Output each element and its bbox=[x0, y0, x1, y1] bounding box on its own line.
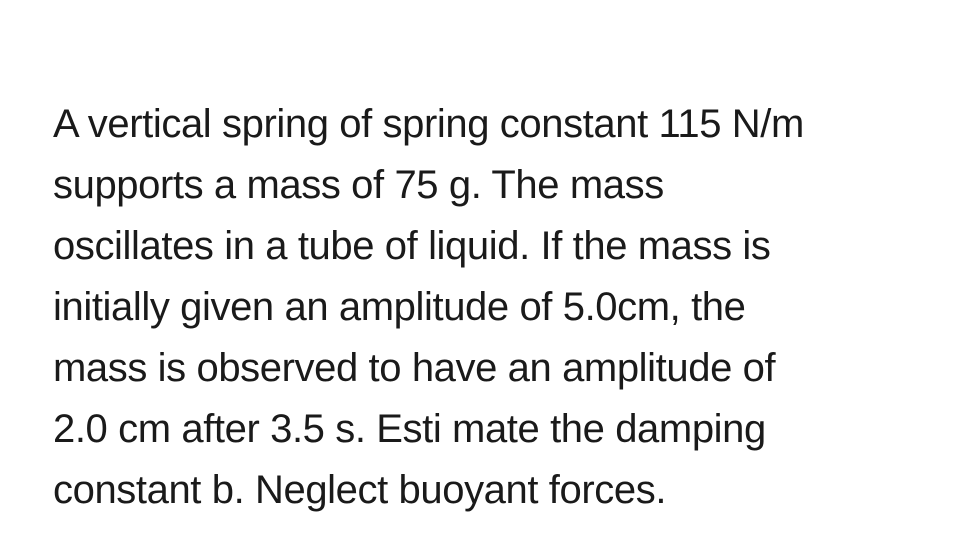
problem-line: initially given an amplitude of 5.0cm, the bbox=[53, 285, 746, 329]
problem-line: supports a mass of 75 g. The mass bbox=[53, 163, 664, 207]
problem-line: A vertical spring of spring constant 115 N/m bbox=[53, 102, 804, 146]
problem-line: oscillates in a tube of liquid. If the mass is bbox=[53, 224, 771, 268]
problem-line: constant b. Neglect buoyant forces. bbox=[53, 468, 667, 512]
problem-line: mass is observed to have an amplitude of bbox=[53, 346, 776, 390]
problem-text bbox=[53, 94, 953, 521]
problem-line: 2.0 cm after 3.5 s. Esti mate the damping bbox=[53, 407, 766, 451]
